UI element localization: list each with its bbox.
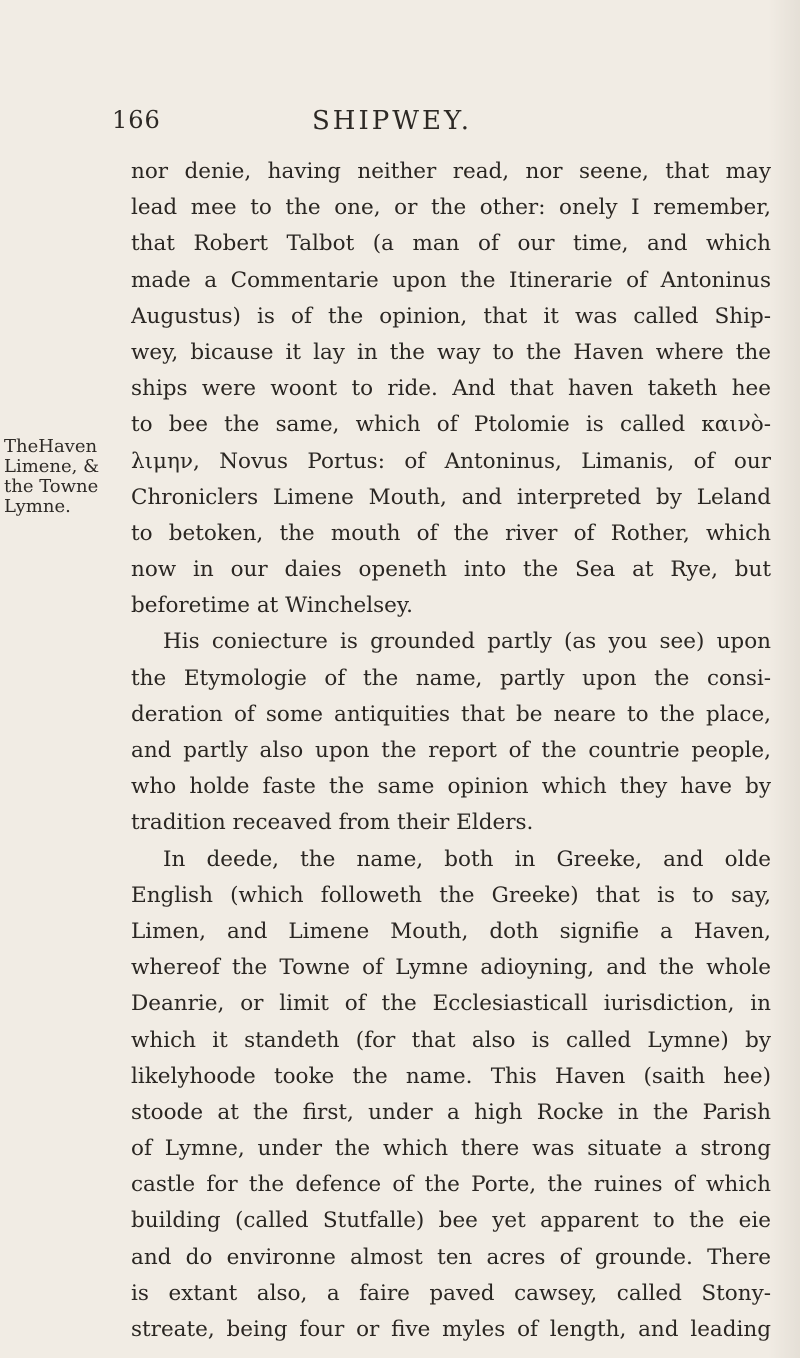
text-line: In deede, the name, both in Greeke, and olde: [163, 846, 771, 872]
page-number: 166: [112, 106, 161, 134]
text-line: beforetime at Winchelsey.: [131, 593, 413, 619]
margin-note-line: TheHaven: [4, 436, 98, 457]
text-line: and do environne almost ten acres of grounde. There: [131, 1244, 771, 1270]
text-line: that Robert Talbot (a man of our time, and which: [131, 231, 771, 257]
text-line: Deanrie, or limit of the Ecclesiasticall iurisdiction, in: [131, 991, 771, 1017]
text-line: whereof the Towne of Lymne adioyning, and the whole: [131, 955, 771, 981]
text-line: and partly also upon the report of the countrie people,: [131, 738, 771, 763]
text-line: made a Commentarie upon the Itinerarie of Antoninus: [131, 267, 771, 293]
text-line: English (which followeth the Greeke) that is to say,: [131, 882, 771, 908]
text-line: of Lymne, under the which there was situate a strong: [131, 1136, 771, 1162]
text-line: to betoken, the mouth of the river of Rother, which: [131, 520, 771, 546]
text-line: Chroniclers Limene Mouth, and interpreted by Leland: [131, 484, 771, 510]
text-line: wey, bicause it lay in the way to the Haven where the: [131, 339, 771, 365]
text-line: stoode at the first, under a high Rocke in the Parish: [131, 1099, 771, 1125]
text-line: the Etymologie of the name, partly upon the consi-: [131, 665, 771, 691]
text-line: tradition receaved from their Elders.: [131, 810, 534, 836]
text-line: deration of some antiquities that be neare to the place,: [131, 701, 771, 727]
text-line: ships were woont to ride. And that haven taketh hee: [131, 376, 771, 402]
text-line: Augustus) is of the opinion, that it was called Ship-: [131, 303, 771, 329]
text-line: likelyhoode tooke the name. This Haven (saith hee): [131, 1063, 771, 1089]
text-line: castle for the defence of the Porte, the ruines of which: [131, 1172, 771, 1198]
running-head: SHIPWEY.: [312, 106, 473, 136]
text-line: λιμην, Novus Portus: of Antoninus, Limanis, of our: [131, 448, 771, 474]
text-line: building (called Stutfalle) bee yet apparent to the eie: [131, 1208, 771, 1234]
text-line: now in our daies openeth into the Sea at Rye, but: [131, 557, 771, 583]
margin-note-line: the Towne: [4, 476, 99, 497]
margin-note: [4, 437, 122, 517]
text-line: is extant also, a faire paved cawsey, called Stony-: [131, 1280, 771, 1306]
text-line: streate, being four or five myles of length, and leading: [131, 1317, 771, 1342]
text-line: which it standeth (for that also is called Lymne) by: [131, 1027, 771, 1053]
text-line: who holde faste the same opinion which they have by: [131, 774, 771, 800]
text-line: to bee the same, which of Ptolomie is called καινὸ-: [131, 412, 771, 438]
body-text: [131, 154, 771, 1348]
text-line: lead mee to the one, or the other: onely I remember,: [131, 195, 771, 221]
text-line: Limen, and Limene Mouth, doth signifie a Haven,: [131, 918, 771, 944]
text-line: His coniecture is grounded partly (as you see) upon: [163, 629, 771, 655]
text-line: nor denie, having neither read, nor seene, that may: [131, 159, 771, 184]
margin-note-line: Lymne.: [4, 496, 71, 517]
page-header: [0, 106, 800, 146]
margin-note-line: Limene, &: [4, 456, 100, 477]
